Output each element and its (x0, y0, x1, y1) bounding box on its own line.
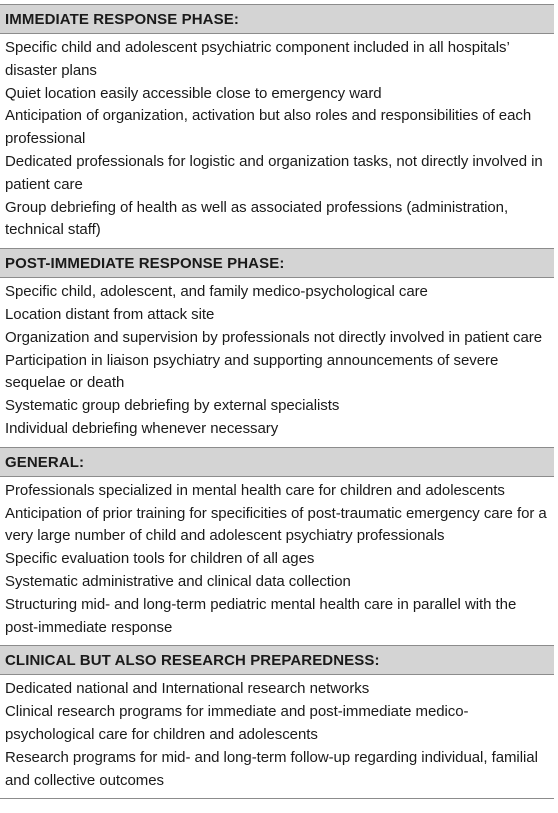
section-body (0, 34, 554, 248)
list-item: Structuring mid- and long-term pediatric mental health care in parallel with the post-immediate response (5, 595, 517, 636)
list-item: Research programs for mid- and long-term follow-up regarding individual, familial and collective outcomes (5, 748, 538, 789)
list-item: Anticipation of organization, activation but also roles and responsibilities of each professional (5, 107, 532, 148)
list-item: Group debriefing of health as well as associated professions (administration, technical staff) (5, 198, 509, 239)
section-header: POST-IMMEDIATE RESPONSE PHASE: (0, 248, 554, 278)
section-post-immediate-response (0, 248, 554, 447)
section-header: CLINICAL BUT ALSO RESEARCH PREPAREDNESS: (0, 645, 554, 675)
section-general (0, 447, 554, 646)
section-header: IMMEDIATE RESPONSE PHASE: (0, 5, 554, 34)
list-item: Systematic group debriefing by external specialists (5, 397, 340, 415)
list-item: Location distant from attack site (5, 305, 215, 323)
list-item: Specific child, adolescent, and family medico-psychological care (5, 283, 428, 301)
list-item: Specific child and adolescent psychiatric component included in all hospitals’ disaster plans (5, 39, 510, 79)
section-body (0, 477, 554, 646)
section-body (0, 675, 554, 798)
list-item: Individual debriefing whenever necessary (5, 419, 279, 437)
list-item: Specific evaluation tools for children of all ages (5, 550, 315, 568)
list-item: Dedicated national and International research networks (5, 680, 370, 698)
section-body (0, 278, 554, 447)
list-item: Dedicated professionals for logistic and organization tasks, not directly involved in patient care (5, 152, 543, 193)
section-research-preparedness (0, 645, 554, 798)
list-item: Systematic administrative and clinical data collection (5, 572, 351, 590)
section-immediate-response (0, 5, 554, 248)
list-item: Professionals specialized in mental health care for children and adolescents (5, 481, 505, 499)
list-item: Anticipation of prior training for specificities of post-traumatic emergency care for a very large number of child and adolescent psychiatry professionals (5, 504, 547, 545)
list-item: Quiet location easily accessible close to emergency ward (5, 84, 382, 102)
list-item: Participation in liaison psychiatry and supporting announcements of severe sequelae or death (5, 351, 499, 392)
list-item: Clinical research programs for immediate and post-immediate medico-psychological care for children and adolescents (5, 703, 469, 743)
recommendations-table (0, 4, 554, 799)
list-item: Organization and supervision by professionals not directly involved in patient care (5, 328, 542, 346)
section-header: GENERAL: (0, 447, 554, 477)
